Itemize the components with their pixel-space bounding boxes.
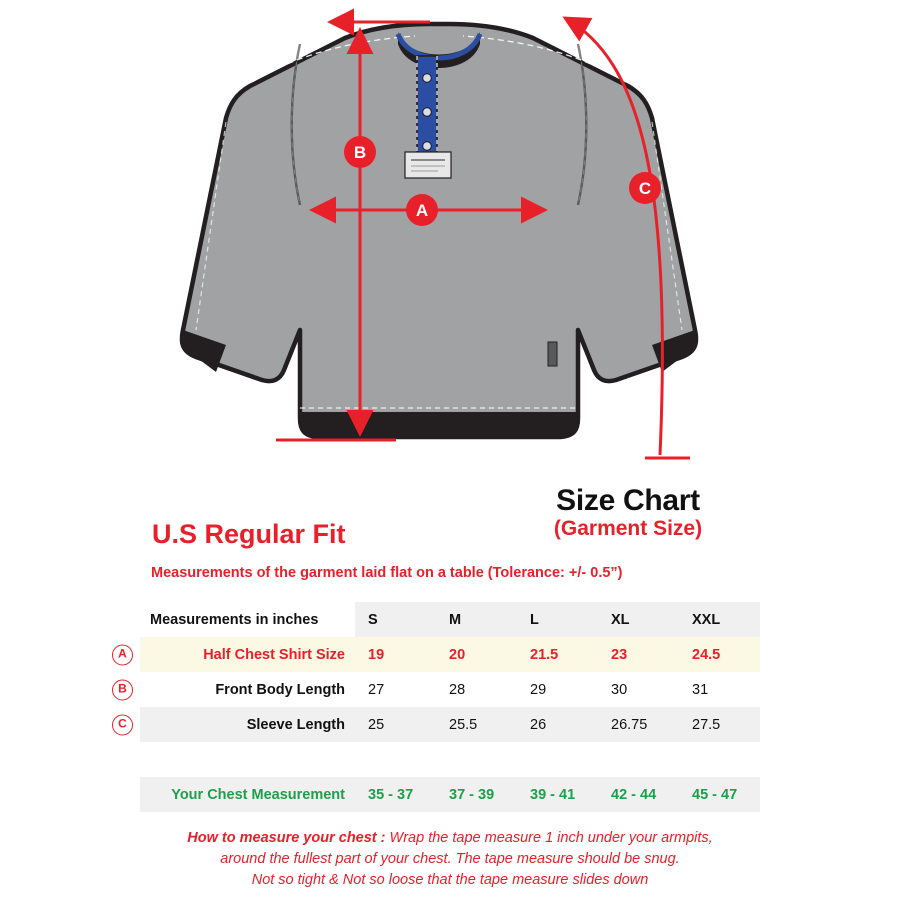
spacer-cell <box>517 742 598 777</box>
row-c-val-l: 26 <box>517 707 598 742</box>
row-c-val-xxl: 27.5 <box>679 707 760 742</box>
row-a-label-text: Half Chest Shirt Size <box>203 646 345 663</box>
table-header-size-l: L <box>517 602 598 637</box>
row-b-label-text: Front Body Length <box>215 681 345 698</box>
chest-val-xxl: 45 - 47 <box>679 777 760 812</box>
svg-text:B: B <box>353 143 367 162</box>
chest-val-l: 39 - 41 <box>517 777 598 812</box>
marker-b-icon <box>344 136 376 168</box>
row-a-val-s: 19 <box>355 637 436 672</box>
row-a-val-l: 21.5 <box>517 637 598 672</box>
row-c-label-text: Sleeve Length <box>246 716 345 733</box>
row-c-val-m: 25.5 <box>436 707 517 742</box>
badge-a-icon: A <box>112 644 133 665</box>
row-a-val-m: 20 <box>436 637 517 672</box>
row-b-val-l: 29 <box>517 672 598 707</box>
size-chart-table <box>118 602 760 812</box>
row-a-val-xl: 23 <box>598 637 679 672</box>
footer-line-3: Not so tight & Not so loose that the tape measure slides down <box>251 872 649 888</box>
chest-val-xl: 42 - 44 <box>598 777 679 812</box>
row-b-val-xl: 30 <box>598 672 679 707</box>
table-header-row <box>140 602 760 637</box>
table-header-size-xxl: XXL <box>679 602 760 637</box>
table-header-size-m: M <box>436 602 517 637</box>
table-spacer-row <box>140 742 760 777</box>
svg-text:A: A <box>415 201 429 220</box>
fit-title: U.S Regular Fit <box>152 519 346 549</box>
footer-line-1-rest: Wrap the tape measure 1 inch under your armpits, <box>385 830 713 846</box>
chest-val-s: 35 - 37 <box>355 777 436 812</box>
spacer-cell <box>355 742 436 777</box>
row-b-val-xxl: 31 <box>679 672 760 707</box>
marker-a-icon <box>406 194 438 226</box>
row-a-label <box>118 637 355 672</box>
table-header-size-xl: XL <box>598 602 679 637</box>
spacer-cell <box>598 742 679 777</box>
measurement-note: Measurements of the garment laid flat on a table (Tolerance: +/- 0.5”) <box>151 565 623 581</box>
row-a-val-xxl: 24.5 <box>679 637 760 672</box>
table-header-label: Measurements in inches <box>140 602 355 637</box>
footer-line-2: around the fullest part of your chest. The tape measure should be snug. <box>220 851 680 867</box>
badge-b-icon: B <box>112 679 133 700</box>
table-row <box>140 707 760 742</box>
table-row-chest <box>140 777 760 812</box>
size-chart-title: Size Chart <box>556 484 700 517</box>
row-c-val-s: 25 <box>355 707 436 742</box>
chest-row-label: Your Chest Measurement <box>140 777 355 812</box>
how-to-measure-footer <box>0 828 900 891</box>
table-row <box>140 637 760 672</box>
row-c-label <box>118 707 355 742</box>
spacer-cell <box>679 742 760 777</box>
svg-text:C: C <box>638 179 652 198</box>
marker-c-icon <box>629 172 661 204</box>
row-b-label <box>118 672 355 707</box>
chest-val-m: 37 - 39 <box>436 777 517 812</box>
row-b-val-s: 27 <box>355 672 436 707</box>
row-b-val-m: 28 <box>436 672 517 707</box>
spacer-cell <box>436 742 517 777</box>
size-chart-subtitle: (Garment Size) <box>553 517 703 540</box>
footer-line-1-strong: How to measure your chest : <box>187 830 386 846</box>
footer-line-1 <box>0 828 900 849</box>
badge-c-icon: C <box>112 714 133 735</box>
spacer-cell <box>140 742 355 777</box>
table-header-size-s: S <box>355 602 436 637</box>
row-c-val-xl: 26.75 <box>598 707 679 742</box>
table-row <box>140 672 760 707</box>
shirt-graphic <box>182 24 696 437</box>
